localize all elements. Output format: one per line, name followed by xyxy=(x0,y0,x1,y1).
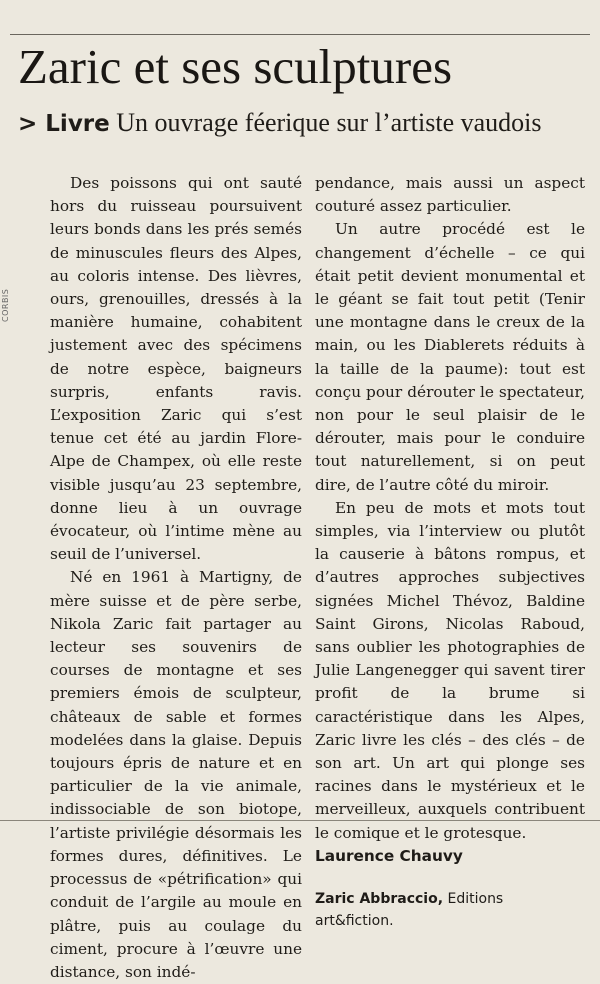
section-kicker: > Livre xyxy=(18,111,110,137)
top-rule xyxy=(10,34,590,35)
article-subhead xyxy=(18,108,542,139)
article-paragraph: Né en 1961 à Martigny, de mère suisse et de père serbe, Nikola Zaric fait partager au lecteur ses souvenirs de courses de montagne et ses premiers émois de sculpteur, châteaux de sable et formes modelées dans la glaise. Depuis toujours épris de nature et en particulier de la vie animale, indissociable de son biotope, l’artiste privilégie désormais les formes dures, définitives. Le processus de «pétrification» qui conduit de l’argile au moule en plâtre, puis au coulage du ciment, procure à l’œuvre une distance, son indé- xyxy=(50,568,302,981)
article-paragraph: En peu de mots et mots tout simples, via l’interview ou plutôt la causerie à bâtons rompus, et d’autres approches subjectives signées Michel Thévoz, Baldine Saint Girons, Nicolas Raboud, sans oublier les photographies de Julie Langenegger qui savent tirer profit de la brume si caractéristique dans les Alpes, Zaric livre les clés – des clés – de son art. Un art qui plonge ses racines dans le mystérieux et le merveilleux, auxquels contribuent le comique et le grotesque. xyxy=(315,498,585,842)
book-publisher: Editions xyxy=(443,891,504,908)
article-column-right xyxy=(315,172,585,932)
book-title: Zaric Abbraccio, xyxy=(315,891,444,908)
photo-credit: CORBIS xyxy=(1,288,10,322)
article-paragraph-continued: pendance, mais aussi un aspect couturé assez particulier. xyxy=(315,174,585,216)
article-column-left xyxy=(50,172,302,984)
article-headline: Zaric et ses sculptures xyxy=(18,39,453,94)
subhead-text: Un ouvrage féerique sur l’artiste vaudois xyxy=(109,108,542,137)
book-publisher-name: art&fiction. xyxy=(315,913,394,930)
book-reference xyxy=(315,888,585,932)
article-paragraph: Un autre procédé est le changement d’échelle – ce qui était petit devient monumental et le géant se fait tout petit (Tenir une montagne dans le creux de la main, ou les Diablerets réduits à la taille de la paume): tout est conçu pour dérouter le spectateur, non pour le seul plaisir de le dérouter, mais pour le conduire tout naturellement, si on peut dire, de l’autre côté du miroir. xyxy=(315,220,585,494)
bottom-rule xyxy=(0,820,600,821)
author-byline: Laurence Chauvy xyxy=(315,846,463,865)
article-paragraph: Des poissons qui ont sauté hors du ruisseau poursuivent leurs bonds dans les prés semés de minuscules fleurs des Alpes, au coloris intense. Des lièvres, ours, grenouilles, dressés à la manière humaine, cohabitent justement avec des spécimens de notre espèce, baigneurs surpris, enfants ravis. L’exposition Zaric qui s’est tenue cet été au jardin Flore-Alpe de Champex, où elle reste visible jusqu’au 23 septembre, donne lieu à un ouvrage évocateur, où l’intime mène au seuil de l’universel. xyxy=(50,174,302,564)
